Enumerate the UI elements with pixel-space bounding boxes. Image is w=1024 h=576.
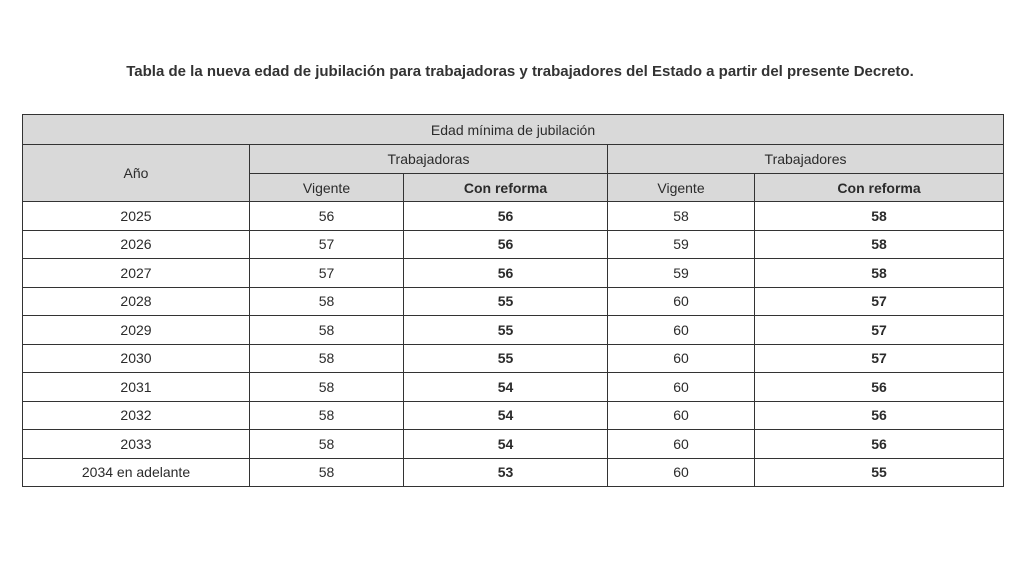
year-cell: 2033 <box>23 430 250 459</box>
table-row <box>23 316 1004 345</box>
group-header-trabajadores: Trabajadores <box>608 145 1004 174</box>
m-vigente-cell: 59 <box>608 230 755 259</box>
table-row <box>23 430 1004 459</box>
f-reforma-cell: 54 <box>404 430 608 459</box>
m-reforma-cell: 56 <box>755 430 1004 459</box>
m-vigente-cell: 59 <box>608 259 755 288</box>
m-vigente-cell: 60 <box>608 344 755 373</box>
year-cell: 2025 <box>23 202 250 231</box>
year-cell: 2032 <box>23 401 250 430</box>
year-cell: 2028 <box>23 287 250 316</box>
table-row <box>23 373 1004 402</box>
year-cell: 2030 <box>23 344 250 373</box>
col-header-f-reforma: Con reforma <box>404 174 608 202</box>
table-row <box>23 401 1004 430</box>
col-header-f-vigente: Vigente <box>250 174 404 202</box>
table-row <box>23 287 1004 316</box>
m-vigente-cell: 60 <box>608 458 755 487</box>
document-title: Tabla de la nueva edad de jubilación para trabajadoras y trabajadores del Estado a partir del presente Decreto. <box>126 63 914 80</box>
f-reforma-cell: 54 <box>404 373 608 402</box>
f-reforma-cell: 56 <box>404 259 608 288</box>
f-vigente-cell: 58 <box>250 401 404 430</box>
f-vigente-cell: 58 <box>250 287 404 316</box>
table-row <box>23 344 1004 373</box>
col-header-m-vigente: Vigente <box>608 174 755 202</box>
m-vigente-cell: 60 <box>608 316 755 345</box>
f-vigente-cell: 58 <box>250 430 404 459</box>
m-vigente-cell: 58 <box>608 202 755 231</box>
m-reforma-cell: 56 <box>755 373 1004 402</box>
table-row <box>23 458 1004 487</box>
f-reforma-cell: 55 <box>404 287 608 316</box>
f-vigente-cell: 58 <box>250 373 404 402</box>
f-reforma-cell: 56 <box>404 202 608 231</box>
year-cell: 2026 <box>23 230 250 259</box>
year-header: Año <box>23 145 250 202</box>
table-row <box>23 259 1004 288</box>
group-header-trabajadoras: Trabajadoras <box>250 145 608 174</box>
m-vigente-cell: 60 <box>608 401 755 430</box>
table-row <box>23 202 1004 231</box>
m-reforma-cell: 55 <box>755 458 1004 487</box>
f-vigente-cell: 57 <box>250 230 404 259</box>
m-reforma-cell: 58 <box>755 202 1004 231</box>
m-reforma-cell: 58 <box>755 259 1004 288</box>
table-caption: Edad mínima de jubilación <box>23 115 1004 145</box>
year-cell: 2027 <box>23 259 250 288</box>
f-reforma-cell: 53 <box>404 458 608 487</box>
f-vigente-cell: 58 <box>250 316 404 345</box>
m-reforma-cell: 57 <box>755 316 1004 345</box>
table-row <box>23 230 1004 259</box>
f-vigente-cell: 57 <box>250 259 404 288</box>
f-reforma-cell: 55 <box>404 316 608 345</box>
f-reforma-cell: 54 <box>404 401 608 430</box>
m-reforma-cell: 58 <box>755 230 1004 259</box>
f-reforma-cell: 55 <box>404 344 608 373</box>
m-vigente-cell: 60 <box>608 373 755 402</box>
retirement-age-table <box>22 114 1004 487</box>
year-cell: 2031 <box>23 373 250 402</box>
m-reforma-cell: 57 <box>755 344 1004 373</box>
f-vigente-cell: 56 <box>250 202 404 231</box>
m-vigente-cell: 60 <box>608 430 755 459</box>
year-cell: 2034 en adelante <box>23 458 250 487</box>
f-vigente-cell: 58 <box>250 458 404 487</box>
m-vigente-cell: 60 <box>608 287 755 316</box>
m-reforma-cell: 57 <box>755 287 1004 316</box>
f-reforma-cell: 56 <box>404 230 608 259</box>
year-cell: 2029 <box>23 316 250 345</box>
f-vigente-cell: 58 <box>250 344 404 373</box>
m-reforma-cell: 56 <box>755 401 1004 430</box>
col-header-m-reforma: Con reforma <box>755 174 1004 202</box>
